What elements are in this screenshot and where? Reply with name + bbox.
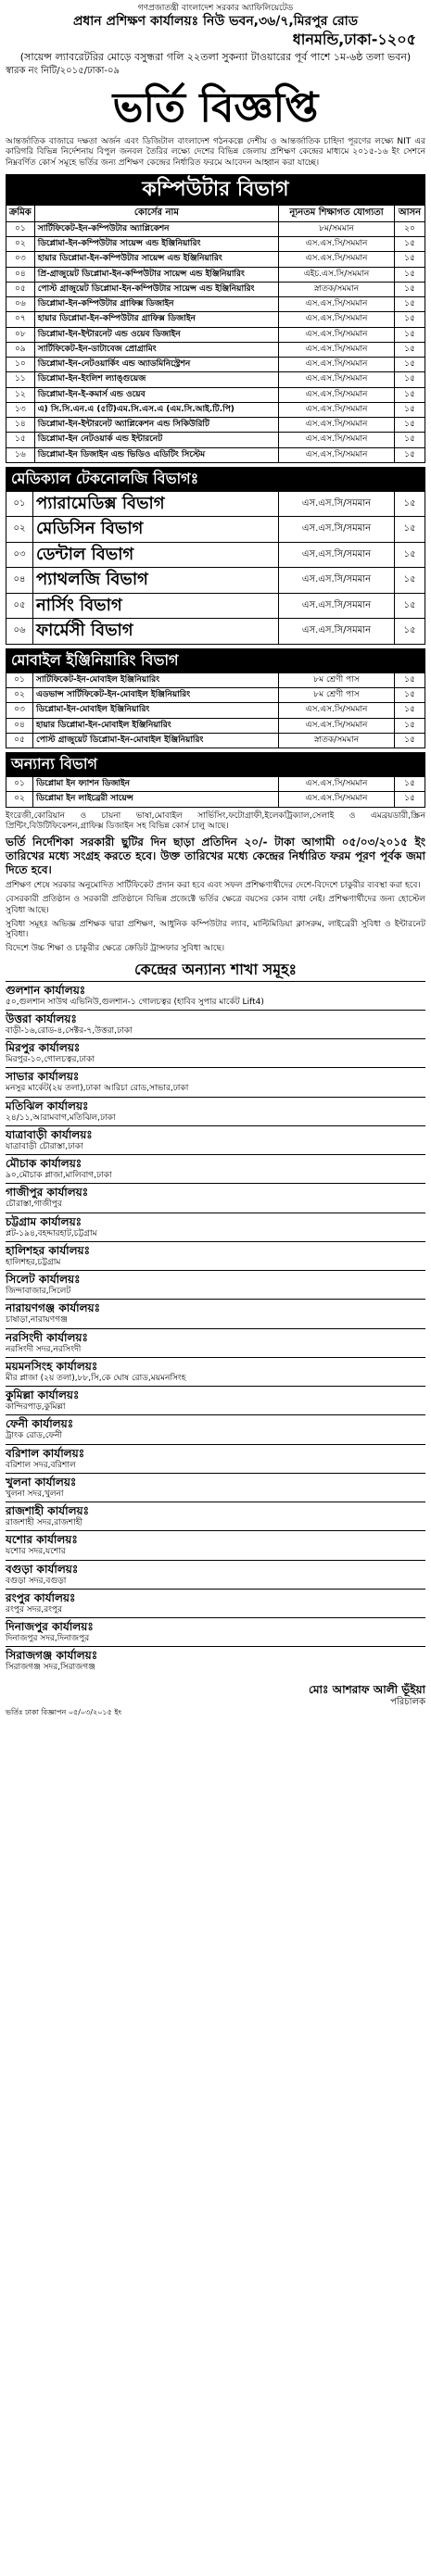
branch-name: মতিঝিল কার্যালয়ঃ [6,1099,89,1112]
row-course-name: ডিপ্লোমা-ইন-নেটওয়ার্কিং এন্ড অ্যাডমিনিস্ট্রেশন [34,358,278,372]
table-row [6,267,425,282]
mobile-heading: মোবাইল ইঞ্জিনিয়ারিং বিভাগ [6,648,425,672]
branch-address: ৫০,গুলশান সাউথ এভিনিউ,গুলশান-১ গোলচত্বর (হাবিব সুপার মার্কেট Lift4) [6,997,264,1007]
table-row [6,447,425,462]
row-serial: ০৮ [6,327,35,342]
table-row [6,619,425,645]
branch-address: ট্রাংক রোড,ফেনী [6,1431,62,1441]
computer-heading: কম্পিউটার বিভাগ [6,174,425,206]
branch-item [6,1183,425,1212]
row-serial: ১২ [6,387,35,402]
col-course: কোর্সের নাম [34,206,278,222]
branch-name: মৌচাক কার্যালয়ঃ [6,1157,82,1170]
row-seats: ১৫ [395,491,425,517]
office-address: (সায়েন্স ল্যাবরেটরির মোড়ে বসুন্ধরা গলি ২২তলা সুকন্যা টাওয়ারের পূর্ব পাশে ১ম-৬ষ্ঠ তলা ভবন) [19,50,412,63]
row-serial: ০৫ [6,733,33,748]
row-seats: ১৫ [395,402,425,417]
row-serial: ০১ [6,221,35,236]
row-course-name: ডিপ্লোমা-ইন-কম্পিউটার গ্রাফিক্স ডিজাইন [34,297,278,312]
row-serial: ০৩ [6,252,35,267]
branch-address: মিরপুর-১০,গোলচত্বর,ঢাকা [6,1055,95,1064]
row-seats: ১৫ [395,568,425,594]
medical-table [6,491,425,645]
table-row [6,402,425,417]
table-row [6,387,425,402]
row-course-name: মেডিসিন বিভাগ [33,517,279,543]
branch-address: রংপুর সদর,রংপুর [6,1604,63,1615]
row-course-name: ডিপ্লোমা-ইন-ইন্টারনেট অ্যাপ্লিকেশন এন্ড সিকিউরিটি [34,418,278,433]
branch-item [6,1270,425,1299]
row-seats: ১৫ [395,297,425,312]
row-qualification: এইচ.এস.সি/সমমান [279,267,395,282]
medical-rows [6,491,425,644]
table-row [6,593,425,619]
row-qualification: এস.এস.সি/সমমান [279,237,395,252]
col-qualification: ন্যূনতম শিক্ষাগত যোগ্যতা [279,206,395,222]
row-course-name: সার্টিফিকেট-ইন-মোবাইল ইঞ্জিনিয়ারিং [33,672,279,687]
table-row [6,792,425,807]
table-row [6,688,425,703]
branch-list [6,981,425,1676]
branch-address: কান্দিরপাড়,কুমিল্লা [6,1402,66,1412]
branch-address: হালিশহর,চট্টগ্রাম [6,1257,61,1267]
branch-item [6,1473,425,1502]
row-qualification: এস.এস.সি/সমমান [279,312,395,327]
row-seats: ১৫ [395,619,425,645]
row-serial: ০৪ [6,267,35,282]
row-qualification: এস.এস.সি/সমমান [279,703,395,718]
other-table [6,776,425,808]
table-row [6,372,425,387]
row-qualification: এস.এস.সি/সমমান [279,593,395,619]
row-seats: ১৫ [395,688,425,703]
branch-address: প্লট-১৯৪,বহদ্দারহাট,চট্টগ্রাম [6,1228,97,1238]
branch-name: মিরপুর কার্যালয়ঃ [6,1041,81,1054]
table-row [6,491,425,517]
branch-name: খুলনা কার্যালয়ঃ [6,1475,77,1489]
table-row [6,327,425,342]
office-line-2: ধানমন্ডি,ঢাকা-১২০৫ [292,30,416,48]
branch-address: নরসিংদী সদর,নরসিংদী [6,1344,82,1354]
row-qualification: এস.এস.সি/সমমান [279,342,395,357]
branch-address: চাষাড়া,নারায়ণগঞ্জ [6,1315,68,1326]
branch-name: নরসিংদী কার্যালয়ঃ [6,1330,88,1344]
table-row [6,433,425,447]
row-serial: ১৪ [6,418,35,433]
branch-name: নারায়ণগঞ্জ কার্যালয়ঃ [6,1301,101,1315]
row-qualification: এস.এস.সি/সমমান [279,777,395,792]
row-course-name: ডিপ্লোমা-ইন ডিজাইন এন্ড ভিডিও এডিটিং সিস্টেম [34,447,278,462]
branch-address: মনসুর মার্কেট(২য় তলা),ঢাকা আরিচা রোড,সাভার,ঢাকা [6,1084,189,1094]
row-seats: ১৫ [395,267,425,282]
row-serial: ০৫ [6,593,33,619]
row-serial: ১৩ [6,402,35,417]
row-seats: ১৫ [395,433,425,447]
branch-address: দিনাজপুর সদর,দিনাজপুর [6,1634,90,1643]
row-seats: ১৫ [395,792,425,807]
branch-item [6,1125,425,1154]
branch-name: উত্তরা কার্যালয়ঃ [6,1012,77,1025]
row-qualification: এস.এস.সি/সমমান [279,718,395,733]
branch-item [6,1560,425,1589]
branch-address: ৯০,মৌচাক প্লাজা,মালিবাগ,ঢাকা [6,1171,112,1180]
row-qualification: এস.এস.সি/সমমান [279,447,395,462]
branch-item [6,1530,425,1559]
row-qualification: এস.এস.সি/সমমান [279,542,395,568]
row-qualification: এস.এস.সি/সমমান [279,792,395,807]
row-course-name: প্যারামেডিক্স বিভাগ [33,491,279,517]
table-row [6,221,425,236]
row-qualification: ৮ম শ্রেণী পাস [279,672,395,687]
row-qualification: এস.এস.সি/সমমান [279,387,395,402]
table-row [6,703,425,718]
table-row [6,282,425,296]
row-serial: ১৬ [6,447,35,462]
instruction-paragraph-1: ভর্তি নির্দেশিকা সরকারী ছুটির দিন ছাড়া প্রতিদিন ২০/- টাকা আগামী ০৫/০৩/২০১৫ ইং তারিখের মধ্যে সংগ্রহ করতে হবে। উক্ত তারিখের মধ্যে কেন্দ্রের নির্ধারিত ফরম পূরণ পূর্বক জমা দিতে হবে। [6,836,425,876]
row-course-name: ডিপ্লোমা-ইন-কম্পিউটার সায়েন্স এন্ড ইঞ্জিনিয়ারিং [34,237,278,252]
row-serial: ০৩ [6,542,33,568]
row-serial: ০৩ [6,703,33,718]
row-seats: ১৫ [395,372,425,387]
table-row [6,777,425,792]
row-qualification: এস.এস.সি/সমমান [279,358,395,372]
computer-table [6,205,425,463]
table-row [6,517,425,543]
row-qualification: স্নাতক/সমমান [279,282,395,296]
branch-name: ফেনী কার্যালয়ঃ [6,1417,74,1431]
row-seats: ১৫ [395,252,425,267]
row-serial: ০২ [6,792,33,807]
reference-number: স্বারক নং নিটি/২০১৫/ঢাকা-০৯ [6,65,120,76]
row-qualification: এস.এস.সি/সমমান [279,433,395,447]
table-row [6,568,425,594]
table-row [6,718,425,733]
branch-address: রাজশাহী সদর,রাজশাহী [6,1518,83,1527]
table-row [6,312,425,327]
branch-name: গাজীপুর কার্যালয়ঃ [6,1186,89,1200]
row-serial: ০১ [6,777,33,792]
row-course-name: সার্টিফিকেট-ইন-কম্পিউটার অ্যাপ্লিকেশন [34,221,278,236]
branch-item [6,1038,425,1067]
branch-item [6,1589,425,1617]
row-qualification: এস.এস.সি/সমমান [279,418,395,433]
row-seats: ১৫ [395,418,425,433]
row-seats: ১৫ [395,327,425,342]
branch-item [6,1097,425,1125]
row-serial: ০৬ [6,297,35,312]
branch-name: রংপুর কার্যালয়ঃ [6,1590,76,1604]
branch-name: সাভার কার্যালয়ঃ [6,1070,80,1084]
row-qualification: এস.এস.সি/সমমান [279,491,395,517]
branch-address: বগুড়া সদর,বগুড়া [6,1576,67,1586]
footer-note: ভর্তিঃ ঢাকা বিজ্ঞাপন ০৫/০৩/২০১৫ ইং [6,1708,121,1716]
row-course-name: এডভান্স সার্টিফিকেট-ইন-মোবাইল ইঞ্জিনিয়ারিং [33,688,279,703]
row-course-name: হায়ার ডিপ্লোমা-ইন-কম্পিউটার গ্রাফিক্স ডিজাইন [34,312,278,327]
office-line: প্রধান প্রশিক্ষণ কার্যালয়ঃ নিউ ভবন,৩৬/৭,মিরপুর রোড [72,14,359,30]
branch-name: গুলশান কার্যালয়ঃ [6,983,86,997]
mobile-rows [6,672,425,748]
row-course-name: ডিপ্লোমা-ইন-ইন্টারনেট এন্ড ওয়েব ডিজাইন [34,327,278,342]
medical-heading: মেডিক্যাল টেকনোলজি বিভাগঃ [6,467,425,491]
row-qualification: ৮ম/সমমান [279,221,395,236]
row-course-name: ডিপ্লোমা-ইন-মোবাইল ইঞ্জিনিয়ারিং [33,703,279,718]
row-seats: ১৫ [395,593,425,619]
row-course-name: হায়ার ডিপ্লোমা-ইন-কম্পিউটার সায়েন্স এন্ড ইঞ্জিনিয়ারিং [34,252,278,267]
branch-item [6,1386,425,1414]
row-course-name: এ) সি.সি.এন.এ (৫টি)এম.সি.এস.এ (এম.সি.আই.টি.পি) [34,402,278,417]
row-qualification: এস.এস.সি/সমমান [279,327,395,342]
row-seats: ১৫ [395,342,425,357]
row-seats: ১৫ [395,777,425,792]
other-rows [6,777,425,808]
row-serial: ০৬ [6,619,33,645]
branch-address: যশোর সদর,যশোর [6,1547,66,1557]
branch-item [6,1299,425,1327]
mobile-table [6,672,425,748]
govt-line: গণপ্রজাতন্ত্রী বাংলাদেশ সরকার অ্যাফিলিয়েটেড [137,4,294,13]
row-serial: ০২ [6,688,33,703]
branch-item [6,981,425,1010]
table-header-row [6,206,425,222]
row-course-name: হায়ার ডিপ্লোমা-ইন-মোবাইল ইঞ্জিনিয়ারিং [33,718,279,733]
row-seats: ১৫ [395,358,425,372]
col-serial: ক্রমিক [6,206,35,222]
row-course-name: নার্সিং বিভাগ [33,593,279,619]
row-seats: ১৫ [395,447,425,462]
signatory-designation: পরিচালক [390,1696,425,1707]
computer-rows [6,221,425,462]
row-qualification: এস.এস.সি/সমমান [279,297,395,312]
row-qualification: স্নাতক/সমমান [279,733,395,748]
branch-item [6,1444,425,1473]
row-qualification: এস.এস.সি/সমমান [279,252,395,267]
signatory-name: মোঃ আশরাফ আলী ভূঁইয়া [309,1682,425,1696]
row-serial: ১৫ [6,433,35,447]
intro-paragraph: আন্তর্জাতিক বাজারে দক্ষতা অর্জন এবং ডিজিটাল বাংলাদেশ গঠনকল্পে দেশীয় ও আন্তর্জাতিক চাহিদা পূরণের লক্ষ্যে NIT এর কারিগরি বিভিন্ন নির্দেশনায় বিপুল জনবল তৈরির লক্ষ্যে দেশের বিভিন্ন জেলায় প্রশিক্ষণ কেন্দ্রের মাধ্যমে ২০১৫-১৬ ইং সেশনে নিম্নবর্ণিত কোর্স সমূহে ভর্তির জন্য প্রশিক্ষণ কেন্দ্রের নির্ধারিত ফরমে আবেদন আহ্বান করা যাচ্ছে। [6,137,425,168]
branch-item [6,1067,425,1096]
row-serial: ০৪ [6,568,33,594]
table-row [6,237,425,252]
table-row [6,542,425,568]
row-qualification: এস.এস.সি/সমমান [279,402,395,417]
branch-name: রাজশাহী কার্যালয়ঃ [6,1504,89,1517]
row-course-name: পোস্ট গ্রাজুয়েট ডিপ্লোমা-ইন-কম্পিউটার সায়েন্স এন্ড ইঞ্জিনিয়ারিং [34,282,278,296]
branch-name: সিলেট কার্যালয়ঃ [6,1273,81,1286]
branch-name: দিনাজপুর কার্যালয়ঃ [6,1620,94,1633]
branch-item [6,1646,425,1675]
row-serial: ০১ [6,491,33,517]
other-note: ইংরেজী,কোরিয়ান ও চায়না ভাষা,মোবাইল সার্ভিসিং,ফটোগ্রাফী,ইলেকট্রিক্যাল,সেলাই ও এমব্রয়ডারী,স্ক্রিন প্রিন্টিং,বিউটিফিকেশন,গ্রাফিক্স ডিজাইন সহ বিভিন্ন কোর্স চালু আছে। [6,810,425,831]
branch-address: ২৪/১১,আরামবাগ,মতিঝিল,ঢাকা [6,1112,116,1123]
branch-name: হালিশহর কার্যালয়ঃ [6,1243,91,1257]
branch-name: বরিশাল কার্যালয়ঃ [6,1446,85,1460]
branch-address: মীর প্লাজা (২য় তলা),৮৮,সি,কে ঘোষ রোড,ময়মনসিংহ [6,1373,186,1383]
other-heading: অন্যান্য বিভাগ [6,752,425,776]
row-course-name: ফার্মেসী বিভাগ [33,619,279,645]
footer [6,1683,425,1718]
table-row [6,672,425,687]
row-serial: ০১ [6,672,33,687]
row-serial: ১০ [6,358,35,372]
branch-item [6,1154,425,1183]
branch-name: চট্টগ্রাম কার্যালয়ঃ [6,1214,82,1228]
row-course-name: প্রি-গ্রাজুয়েট ডিপ্লোমা-ইন-কম্পিউটার সায়েন্স এন্ড ইঞ্জিনিয়ারিং [34,267,278,282]
row-seats: ২০ [395,221,425,236]
row-course-name: ডেন্টাল বিভাগ [33,542,279,568]
branch-name: কুমিল্লা কার্যালয়ঃ [6,1389,80,1401]
row-seats: ১৫ [395,733,425,748]
row-serial: ০৭ [6,312,35,327]
branch-address: চৌরাস্তা,গাজীপুর [6,1200,62,1210]
branch-name: যশোর কার্যালয়ঃ [6,1533,78,1547]
row-qualification: এস.এস.সি/সমমান [279,568,395,594]
row-qualification: এস.এস.সি/সমমান [279,517,395,543]
instruction-paragraph-3: বেসরকারী প্রতিষ্ঠান ও সরকারী প্রতিষ্ঠানে বিভিন্ন প্রজেক্টে ভর্তির ক্ষেত্রে বয়সের কোন বাধা নেই। প্রশিক্ষণার্থীদের জন্য হোস্টেল সুবিধা আছে। [6,895,425,915]
col-seats: আসন [395,206,425,222]
row-serial: ০৯ [6,342,35,357]
branch-item [6,1328,425,1357]
branch-item [6,1414,425,1443]
branch-item [6,1617,425,1646]
branch-item [6,1010,425,1038]
table-row [6,733,425,748]
row-course-name: প্যাথলজি বিভাগ [33,568,279,594]
branch-address: যাত্রাবাড়ী চৌরাস্তা,ঢাকা [6,1141,83,1151]
row-seats: ১৫ [395,312,425,327]
branch-item [6,1502,425,1530]
branch-address: জিন্দাবাজার,সিলেট [6,1287,71,1296]
branch-address: বরিশাল সদর,বরিশাল [6,1460,76,1470]
row-course-name: পোস্ট গ্রাজুয়েট ডিপ্লোমা-ইন-মোবাইল ইঞ্জিনিয়ারিং [33,733,279,748]
branch-name: ময়মনসিংহ কার্যালয়ঃ [6,1359,98,1373]
table-row [6,252,425,267]
row-serial: ১১ [6,372,35,387]
notice-title: ভর্তি বিজ্ঞপ্তি [112,84,319,132]
branch-item [6,1357,425,1386]
instruction-paragraph-2: প্রশিক্ষণ শেষে সরকার অনুমোদিত সার্টিফিকেট প্রদান করা হবে এবং সফল প্রশিক্ষণার্থীদের দেশে-বিদেশে চাকুরীর ব্যবস্থা করা হবে। [6,881,421,890]
row-course-name: ডিপ্লোমা-ইন নেটওয়ার্ক এন্ড ইন্টারনেট [34,433,278,447]
row-qualification: এস.এস.সি/সমমান [279,619,395,645]
branch-name: বগুড়া কার্যালয়ঃ [6,1562,79,1576]
row-seats: ১৫ [395,387,425,402]
row-course-name: ডিপ্লোমা ইন ফ্যাশন ডিজাইন [33,777,279,792]
row-serial: ০৪ [6,718,33,733]
row-course-name: ডিপ্লোমা-ইন-ই-কমার্স এন্ড ওয়েব [34,387,278,402]
row-course-name: ডিপ্লোমা-ইন-ইংলিশ ল্যাঙ্গুয়েজ [34,372,278,387]
row-seats: ১৫ [395,703,425,718]
row-seats: ১৫ [395,672,425,687]
branch-address: বাড়ী-১৬,রোড-৪,সেক্টর-৭,উত্তরা,ঢাকা [6,1025,133,1036]
branches-heading: কেন্দ্রের অন্যান্য শাখা সমূহঃ [133,960,298,978]
row-course-name: ডিপ্লোমা ইন লাইব্রেরী সায়েন্স [33,792,279,807]
branch-address: খুলনা সদর,খুলনা [6,1489,64,1499]
branch-address: সিরাজগঞ্জ সদর,সিরাজগঞ্জ [6,1663,95,1673]
row-seats: ১৫ [395,542,425,568]
row-seats: ১৫ [395,517,425,543]
table-row [6,297,425,312]
row-qualification: ৮ম শ্রেণী পাস [279,688,395,703]
row-seats: ১৫ [395,282,425,296]
branch-name: যাত্রাবাড়ী কার্যালয়ঃ [6,1127,93,1141]
row-seats: ১৫ [395,237,425,252]
row-course-name: সার্টিফিকেট-ইন-ডাটাবেজ প্রোগ্রামিং [34,342,278,357]
row-serial: ০২ [6,237,35,252]
table-row [6,418,425,433]
row-seats: ১৫ [395,718,425,733]
credit-transfer-paragraph: বিদেশে উচ্চ শিক্ষা ও চাকুরীর ক্ষেত্রে ক্রেডিট ট্রান্সফার সুবিধা আছে। [6,944,225,954]
table-row [6,358,425,372]
row-serial: ০২ [6,517,33,543]
table-row [6,342,425,357]
row-serial: ০৫ [6,282,35,296]
branch-item [6,1213,425,1241]
row-qualification: এস.এস.সি/সমমান [279,372,395,387]
facilities-paragraph: সুবিধা সমূহঃ অভিজ্ঞ প্রশিক্ষক দ্বারা প্রশিক্ষণ, আধুনিক কম্পিউটার ল্যাব, মাল্টিমিডিয়া ক্লাসরুম, লাইব্রেরী সুবিধা ও ইন্টারনেট সুবিধা। [6,919,425,939]
branch-item [6,1241,425,1270]
branch-name: সিরাজগঞ্জ কার্যালয়ঃ [6,1649,98,1663]
